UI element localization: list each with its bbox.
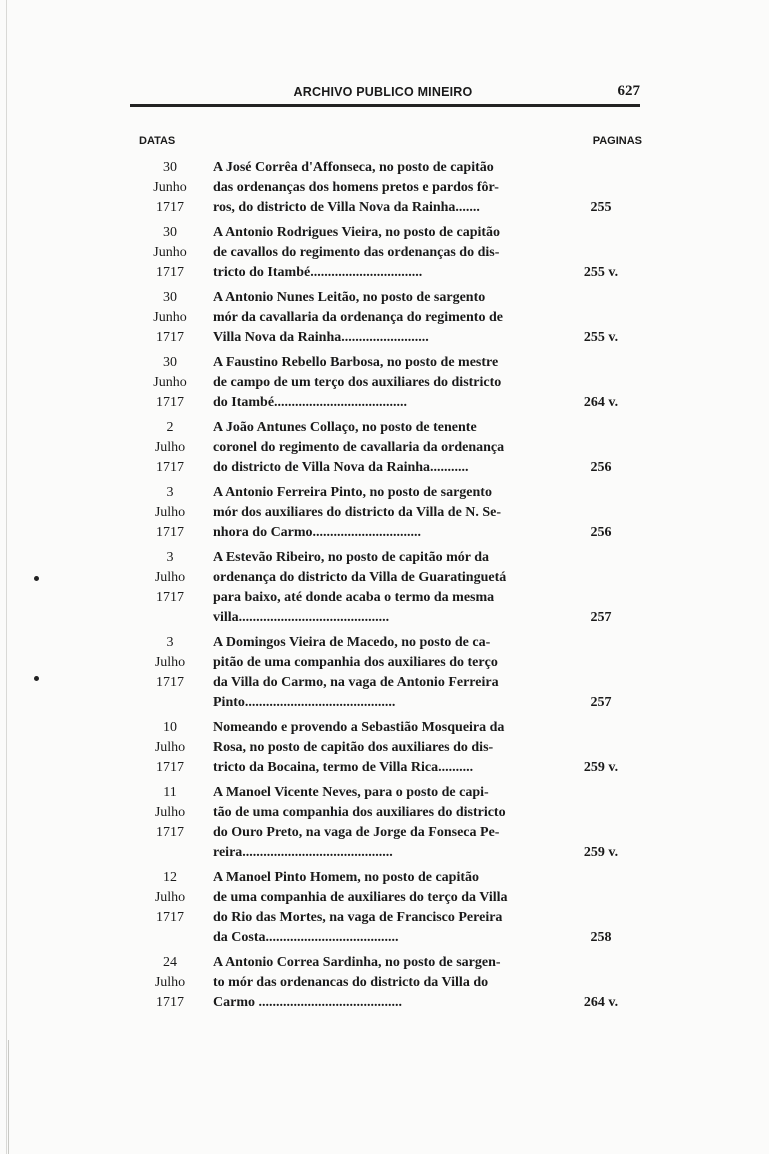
- entry-page-ref: 256: [590, 460, 612, 475]
- entry-year: 1717: [156, 395, 184, 410]
- entry-text-line: Pinto...........................................: [213, 695, 396, 710]
- entry-text-line: reira...........................................: [213, 845, 393, 860]
- entry-text-line: tão de uma companhia dos auxiliares do districto: [213, 805, 506, 820]
- entry-date: [139, 158, 201, 218]
- entry-page-ref: 257: [590, 610, 612, 625]
- page-edge-line: [6, 0, 7, 1154]
- entry-page-ref: 255 v.: [583, 330, 619, 345]
- entry-text-line: A Manoel Pinto Homem, no posto de capitão: [213, 870, 479, 885]
- entry-text: [213, 223, 568, 283]
- entry-date: [139, 548, 201, 628]
- entry-day: 12: [163, 870, 177, 885]
- entry-date: [139, 418, 201, 478]
- entry-month: Junho: [153, 180, 187, 195]
- entry-text-line: Rosa, no posto de capitão dos auxiliares do dis-: [213, 740, 494, 755]
- entry-text-line: A Estevão Ribeiro, no posto de capitão mór da: [213, 550, 489, 565]
- entry-text: [213, 418, 568, 478]
- entry-text-line: para baixo, até donde acaba o termo da mesma: [213, 590, 495, 605]
- index-entry: [139, 353, 644, 413]
- entry-month: Julho: [154, 805, 186, 820]
- index-entries: [139, 158, 644, 1018]
- running-header-title: ARCHIVO PUBLICO MINEIRO: [293, 85, 473, 99]
- entry-text-line: mór da cavallaria da ordenança do regimento de: [213, 310, 503, 325]
- entry-day: 3: [166, 635, 174, 650]
- entry-page-ref: 259 v.: [583, 760, 619, 775]
- entry-date: [139, 783, 201, 863]
- entry-text-line: villa...........................................: [213, 610, 390, 625]
- entry-text: [213, 633, 568, 713]
- entry-text-line: A Antonio Nunes Leitão, no posto de sargento: [213, 290, 486, 305]
- entry-year: 1717: [156, 200, 184, 215]
- index-entry: [139, 633, 644, 713]
- index-entry: [139, 718, 644, 778]
- entry-page-ref: 264 v.: [583, 395, 619, 410]
- entry-day: 30: [163, 355, 177, 370]
- entry-text-line: de cavallos do regimento das ordenanças do dis-: [213, 245, 500, 260]
- entry-date: [139, 953, 201, 1013]
- entry-text-line: A Antonio Correa Sardinha, no posto de sargen-: [213, 955, 501, 970]
- entry-text-line: da Villa do Carmo, na vaga de Antonio Ferreira: [213, 675, 499, 690]
- entry-year: 1717: [156, 590, 184, 605]
- entry-text: [213, 868, 568, 948]
- entry-text-line: do Rio das Mortes, na vaga de Francisco Pereira: [213, 910, 503, 925]
- entry-year: 1717: [156, 910, 184, 925]
- entry-day: 10: [163, 720, 177, 735]
- entry-date: [139, 718, 201, 778]
- entry-text-line: ros, do districto de Villa Nova da Rainha.......: [213, 200, 480, 215]
- entry-text: [213, 288, 568, 348]
- entry-text-line: tricto do Itambé................................: [213, 265, 423, 280]
- entry-text: [213, 718, 568, 778]
- entry-month: Julho: [154, 890, 186, 905]
- entry-text: [213, 483, 568, 543]
- entry-text-line: do districto de Villa Nova da Rainha...........: [213, 460, 469, 475]
- entry-text: [213, 548, 568, 628]
- entry-year: 1717: [156, 265, 184, 280]
- entry-day: 30: [163, 225, 177, 240]
- index-entry: [139, 288, 644, 348]
- index-entry: [139, 158, 644, 218]
- entry-date: [139, 868, 201, 948]
- entry-text-line: A Domingos Vieira de Macedo, no posto de ca-: [213, 635, 491, 650]
- entry-text-line: nhora do Carmo...............................: [213, 525, 422, 540]
- entry-month: Julho: [154, 975, 186, 990]
- entry-day: 3: [166, 550, 174, 565]
- entry-year: 1717: [156, 760, 184, 775]
- entry-year: 1717: [156, 675, 184, 690]
- entry-year: 1717: [156, 460, 184, 475]
- margin-dot: [34, 676, 39, 681]
- margin-dot: [34, 576, 39, 581]
- entry-day: 11: [163, 785, 177, 800]
- entry-page-ref: 257: [590, 695, 612, 710]
- entry-month: Julho: [154, 440, 186, 455]
- index-entry: [139, 548, 644, 628]
- entry-text-line: A José Corrêa d'Affonseca, no posto de capitão: [213, 160, 494, 175]
- entry-text-line: A Manoel Vicente Neves, para o posto de capi-: [213, 785, 489, 800]
- entry-date: [139, 633, 201, 713]
- entry-page-ref: 255 v.: [583, 265, 619, 280]
- entry-month: Junho: [153, 375, 187, 390]
- index-entry: [139, 868, 644, 948]
- index-entry: [139, 483, 644, 543]
- entry-text-line: pitão de uma companhia dos auxiliares do terço: [213, 655, 498, 670]
- entry-date: [139, 483, 201, 543]
- entry-day: 3: [166, 485, 174, 500]
- entry-month: Junho: [153, 310, 187, 325]
- column-label-paginas: PAGINAS: [592, 135, 642, 147]
- entry-month: Julho: [154, 570, 186, 585]
- entry-page-ref: 259 v.: [583, 845, 619, 860]
- entry-month: Julho: [154, 505, 186, 520]
- header-rule: [130, 104, 640, 107]
- entry-text-line: A Faustino Rebello Barbosa, no posto de mestre: [213, 355, 499, 370]
- entry-day: 30: [163, 160, 177, 175]
- index-entry: [139, 223, 644, 283]
- entry-page-ref: 264 v.: [583, 995, 619, 1010]
- entry-text-line: das ordenanças dos homens pretos e pardos fôr-: [213, 180, 499, 195]
- index-entry: [139, 953, 644, 1013]
- entry-year: 1717: [156, 330, 184, 345]
- entry-text-line: mór dos auxiliares do districto da Villa de N. Se-: [213, 505, 502, 520]
- entry-text-line: Nomeando e provendo a Sebastião Mosqueira da: [213, 720, 505, 735]
- entry-text-line: do Ouro Preto, na vaga de Jorge da Fonseca Pe-: [213, 825, 500, 840]
- entry-date: [139, 353, 201, 413]
- entry-text-line: A João Antunes Collaço, no posto de tenente: [213, 420, 477, 435]
- entry-text-line: Villa Nova da Rainha.........................: [213, 330, 429, 345]
- entry-text: [213, 953, 568, 1013]
- entry-date: [139, 288, 201, 348]
- entry-day: 24: [163, 955, 177, 970]
- entry-date: [139, 223, 201, 283]
- index-entry: [139, 783, 644, 863]
- entry-text-line: de uma companhia de auxiliares do terço da Villa: [213, 890, 508, 905]
- entry-year: 1717: [156, 825, 184, 840]
- entry-text-line: do Itambé......................................: [213, 395, 408, 410]
- page-edge-line-lower: [8, 1040, 9, 1154]
- entry-year: 1717: [156, 995, 184, 1010]
- entry-text-line: tricto da Bocaina, termo de Villa Rica..........: [213, 760, 474, 775]
- entry-text-line: de campo de um terço dos auxiliares do districto: [213, 375, 502, 390]
- page-number: 627: [617, 83, 640, 99]
- entry-text-line: Carmo .........................................: [213, 995, 402, 1010]
- entry-year: 1717: [156, 525, 184, 540]
- entry-text-line: coronel do regimento de cavallaria da ordenança: [213, 440, 505, 455]
- entry-text: [213, 158, 568, 218]
- entry-page-ref: 255: [590, 200, 612, 215]
- entry-day: 2: [166, 420, 174, 435]
- entry-month: Junho: [153, 245, 187, 260]
- entry-text-line: da Costa......................................: [213, 930, 399, 945]
- entry-page-ref: 256: [590, 525, 612, 540]
- entry-page-ref: 258: [590, 930, 612, 945]
- entry-text-line: ordenança do districto da Villa de Guaratinguetá: [213, 570, 507, 585]
- entry-text: [213, 353, 568, 413]
- entry-day: 30: [163, 290, 177, 305]
- entry-text-line: A Antonio Ferreira Pinto, no posto de sargento: [213, 485, 492, 500]
- entry-month: Julho: [154, 655, 186, 670]
- entry-text: [213, 783, 568, 863]
- entry-month: Julho: [154, 740, 186, 755]
- entry-text-line: to mór das ordenancas do districto da Villa do: [213, 975, 489, 990]
- column-label-datas: DATAS: [139, 135, 176, 147]
- index-entry: [139, 418, 644, 478]
- entry-text-line: A Antonio Rodrigues Vieira, no posto de capitão: [213, 225, 501, 240]
